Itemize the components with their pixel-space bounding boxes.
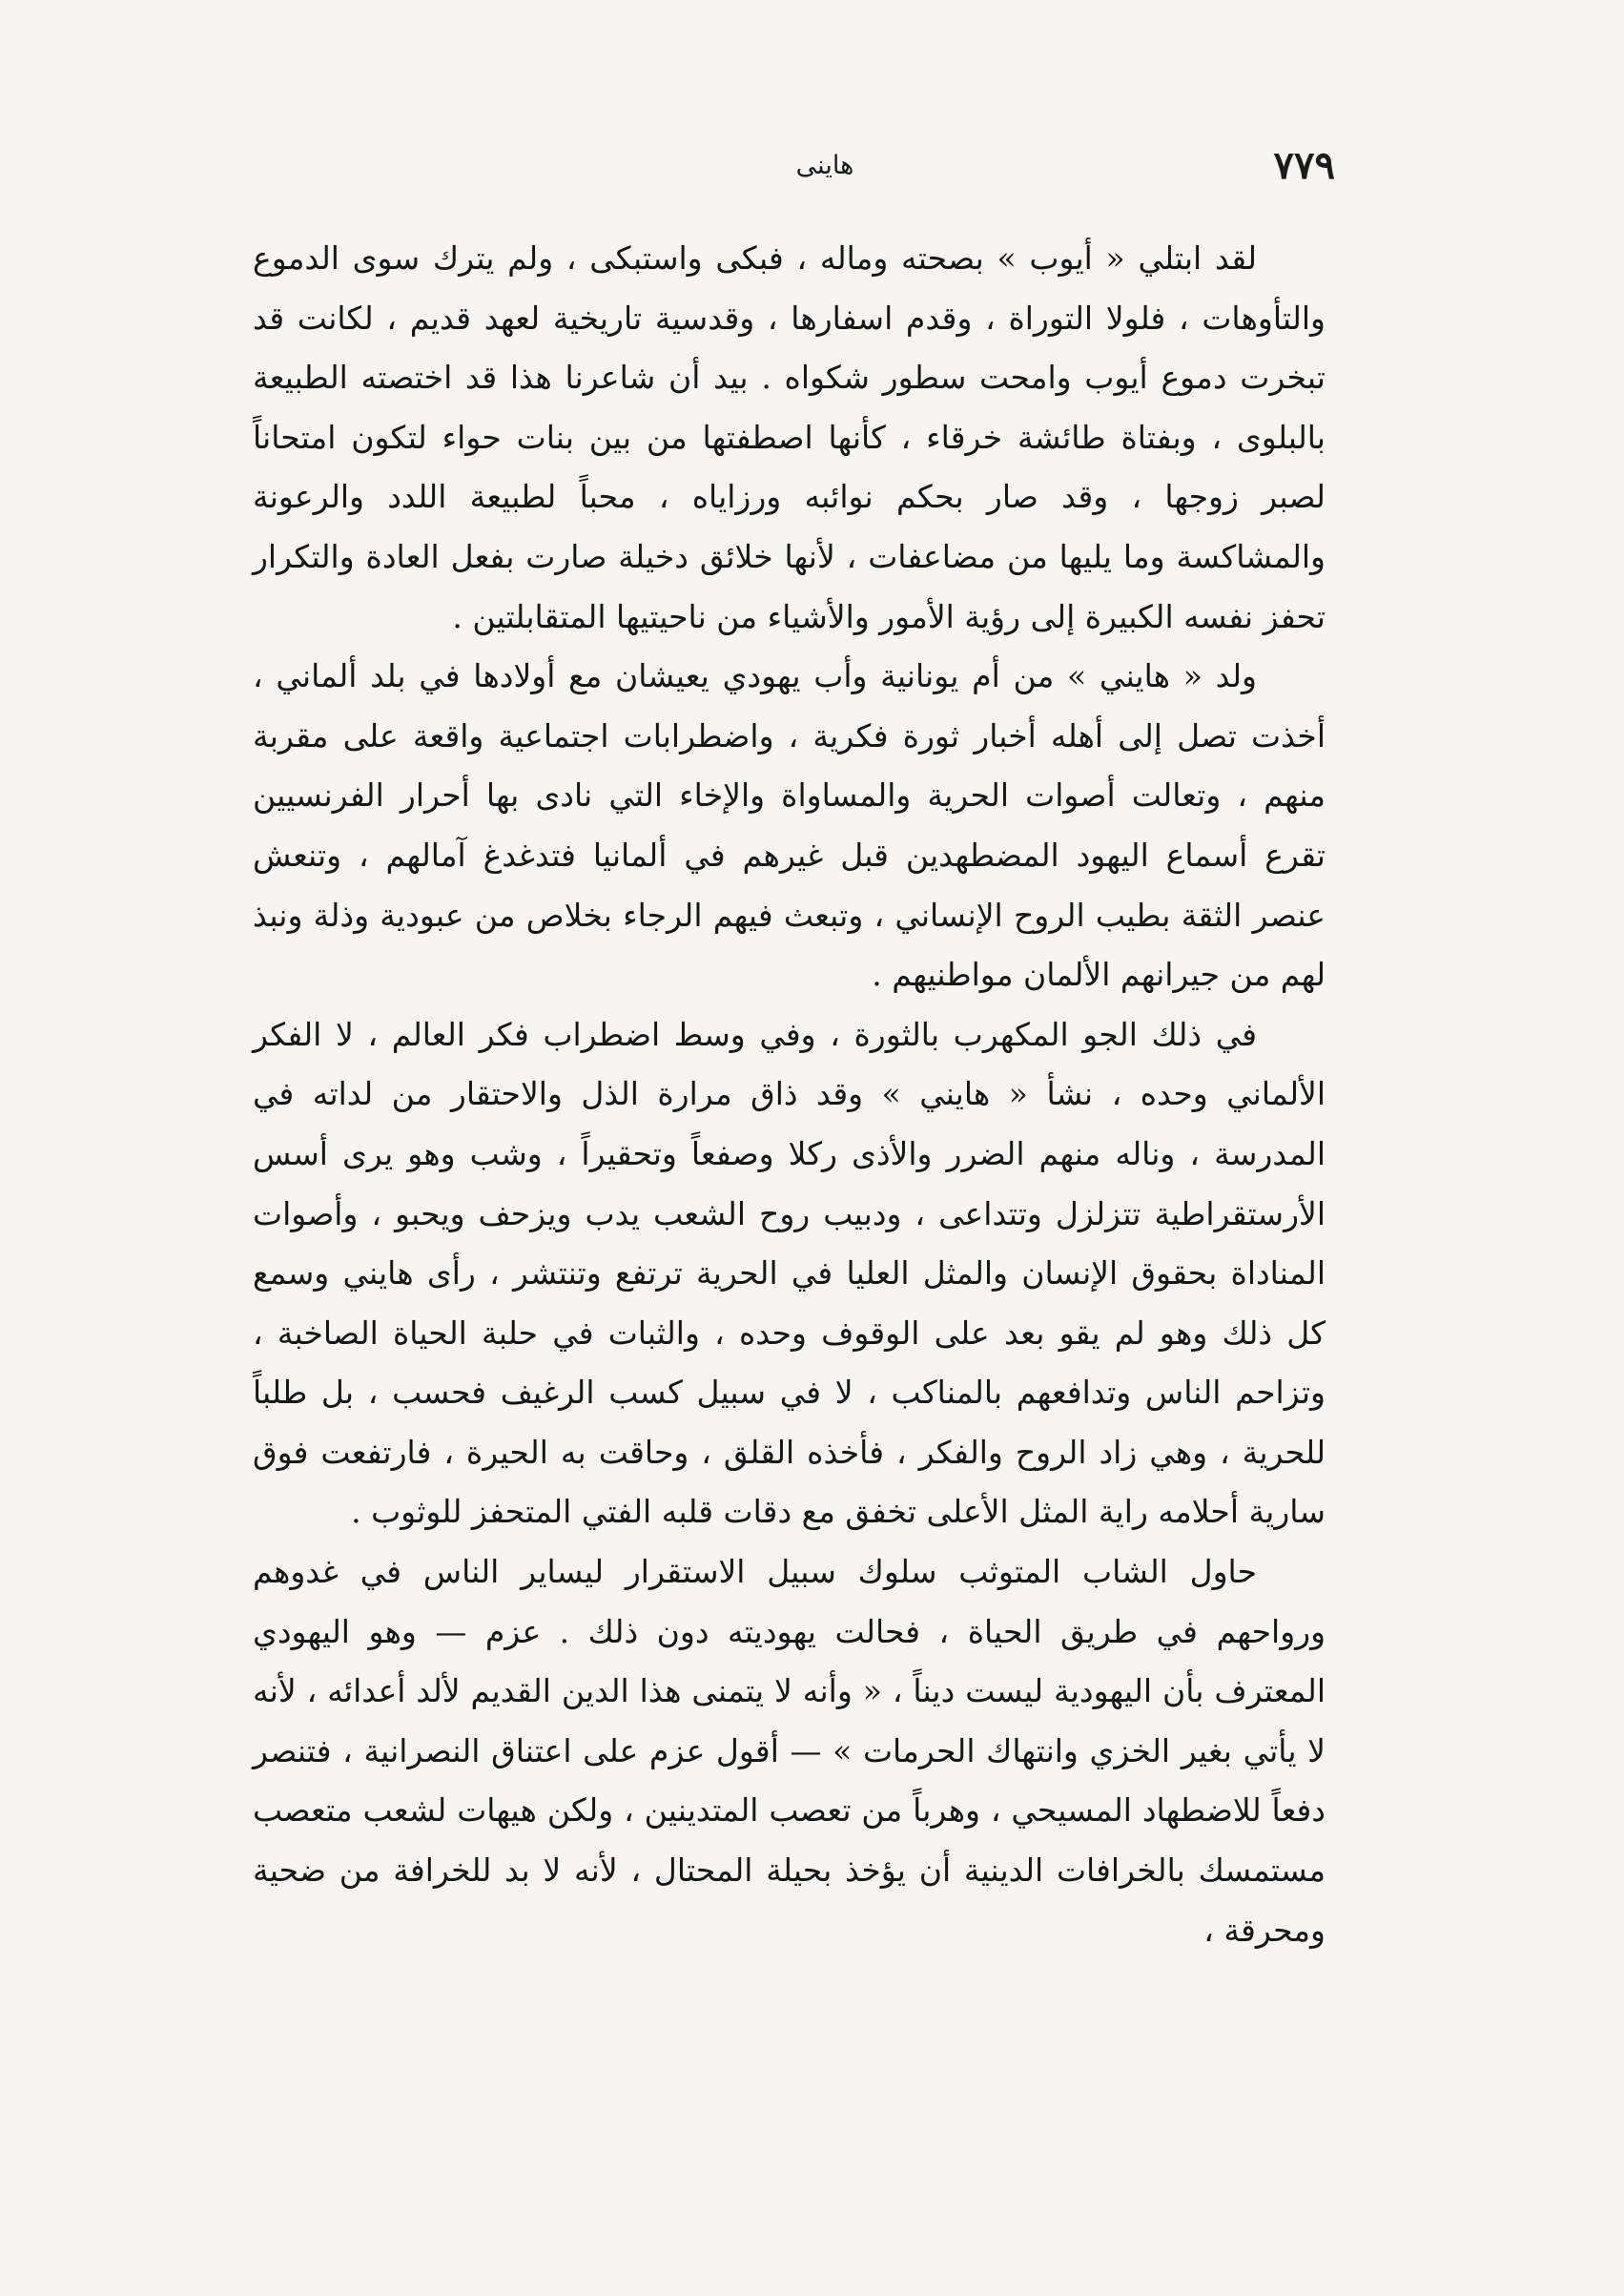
paragraph: حاول الشاب المتوثب سلوك سبيل الاستقرار ليساير الناس في غدوهم ورواحهم في طريق الحياة ، فحالت يهوديته دون ذلك . عزم — وهو اليهودي المعترف بأن اليهودية ليست ديناً ، « وأنه لا يتمنى هذا الدين القديم لألد أعدائه ، لأنه لا يأتي بغير الخزي وانتهاك الحرمات » — أقول عزم على اعتناق النصرانية ، فتنصر دفعاً للاضطهاد المسيحي ، وهرباً من تعصب المتدينين ، ولكن هيهات لشعب متعصب مستمسك بالخرافات الدينية أن يؤخذ بحيلة المحتال ، لأنه لا بد للخرافة من ضحية ومحرقة ، [253, 1553, 1326, 1949]
page-header [315, 143, 1335, 200]
paragraph: ولد « هايني » من أم يونانية وأب يهودي يعيشان مع أولادها في بلد ألماني ، أخذت تصل إلى أهله أخبار ثورة فكرية ، واضطرابات اجتماعية واقعة على مقربة منهم ، وتعالت أصوات الحرية والمساواة والإخاء التي نادى بها أحرار الفرنسيين تقرع أسماع اليهود المضطهدين قبل غيرهم في ألمانيا فتدغدغ آمالهم ، وتنعش عنصر الثقة بطيب الروح الإنساني ، وتبعث فيهم الرجاء بخلاص من عبودية وذلة ونبذ لهم من جيرانهم الألمان مواطنيهم . [253, 657, 1326, 994]
paragraph: لقد ابتلي « أيوب » بصحته وماله ، فبكى واستبكى ، ولم يترك سوى الدموع والتأوهات ، فلولا التوراة ، وقدم اسفارها ، وقدسية تاريخية لعهد قديم ، لكانت قد تبخرت دموع أيوب وامحت سطور شكواه . بيد أن شاعرنا هذا قد اختصته الطبيعة بالبلوى ، وبفتاة طائشة خرقاء ، كأنها اصطفتها من بين بنات حواء لتكون امتحاناً لصبر زوجها ، وقد صار بحكم نوائبه ورزاياه ، محباً لطبيعة اللدد والرعونة والمشاكسة وما يليها من مضاعفات ، لأنها خلائق دخيلة صارت بفعل العادة والتكرار تحفز نفسه الكبيرة إلى رؤية الأمور والأشياء من ناحيتيها المتقابلتين . [253, 239, 1326, 635]
page-number: ٧٧٩ [1273, 143, 1335, 188]
paragraph: في ذلك الجو المكهرب بالثورة ، وفي وسط اضطراب فكر العالم ، لا الفكر الألماني وحده ، نشأ « هايني » وقد ذاق مرارة الذل والاحتقار من لداته في المدرسة ، وناله منهم الضرر والأذى ركلا وصفعاً وتحقيراً ، وشب وهو يرى أسس الأرستقراطية تتزلزل وتتداعى ، ودبيب روح الشعب يدب ويزحف ويحبو ، وأصوات المناداة بحقوق الإنسان والمثل العليا في الحرية ترتفع وتنتشر ، رأى هايني وسمع كل ذلك وهو لم يقو بعد على الوقوف وحده ، والثبات في حلبة الحياة الصاخبة ، وتزاحم الناس وتدافعهم بالمناكب ، لا في سبيل كسب الرغيف فحسب ، بل طلباً للحرية ، وهي زاد الروح والفكر ، فأخذه القلق ، وحاقت به الحيرة ، فارتفعت فوق سارية أحلامه راية المثل الأعلى تخفق مع دقات قلبه الفتي المتحفز للوثوب . [253, 1015, 1326, 1531]
running-head: هاينى [795, 151, 854, 180]
body-text [253, 229, 1326, 1960]
